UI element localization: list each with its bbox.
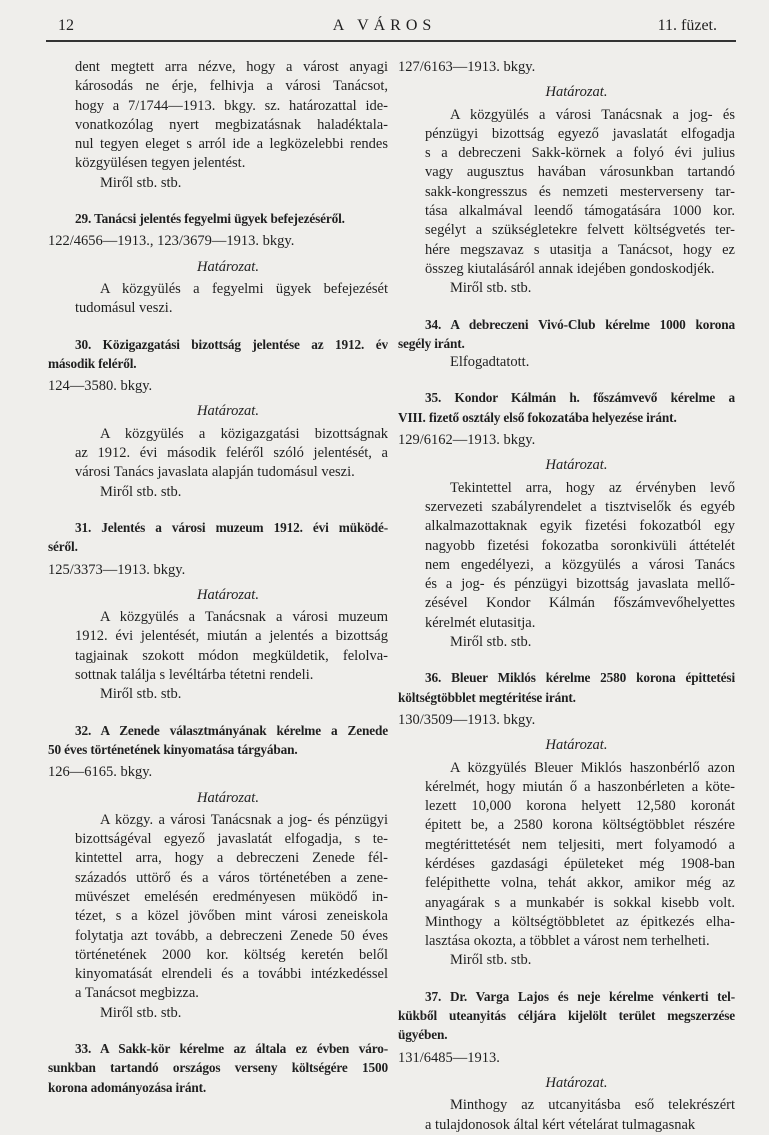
closing-formula	[75, 483, 388, 502]
item-heading	[48, 209, 388, 228]
text-line: Minthogy a költségtöbbletet az épitkezés elha-	[425, 913, 735, 930]
running-title: A VÁROS	[332, 17, 437, 34]
resolution-label	[398, 736, 735, 755]
text-line: Miről stb. stb.	[450, 952, 532, 969]
text-line: nul tegyen eleget s arról ide a legközelebbi rendes	[75, 136, 388, 153]
resolution-text	[425, 759, 735, 952]
item-heading	[48, 1039, 388, 1097]
text-line: hére megszavaz s utasitja a Tanácsot, hogy ez	[425, 241, 735, 258]
text-line: Miről stb. stb.	[100, 686, 182, 703]
closing-formula	[75, 685, 388, 704]
text-line: kérelmét elutasitja.	[425, 614, 536, 631]
item-heading	[48, 721, 388, 760]
text-line: a Tanácsot megbizza.	[75, 985, 199, 1002]
text-line: A közgyülés a városi Tanácsnak a jog- és	[450, 106, 735, 123]
right-column	[398, 58, 735, 1135]
text-line: Minthogy az utcanyitásba eső telekrészért	[450, 1097, 735, 1114]
text-line: A közgy. a városi Tanácsnak a jog- és pénzügyi	[100, 811, 388, 828]
text-line: kérelmét, hogy miután ő a haszonbérleten a köte-	[425, 778, 735, 795]
text-line: 37. Dr. Varga Lajos és neje kérelme vénkerti tel-	[425, 988, 735, 1004]
text-line: kérdéses gazdasági épületeket még 1908-ban	[425, 855, 735, 872]
text-line: városi Tanács javaslata alapján tudomásul veszi.	[75, 464, 355, 481]
text-line: 36. Bleuer Miklós kérelme 2580 korona épittetési	[425, 670, 735, 686]
text-line: 33. A Sakk-kör kérelme az általa ez évben váro-	[75, 1041, 388, 1057]
resolution-label	[48, 402, 388, 421]
text-line: 1912. évi jelentését, miután a jelentés a bizottság	[75, 628, 388, 645]
item-heading	[48, 518, 388, 557]
item-heading	[398, 668, 735, 707]
text-line: sakk-kongresszus és nemzeti mesterverseny tar-	[425, 183, 735, 200]
reference-number	[398, 431, 735, 450]
text-line: Miről stb. stb.	[100, 174, 182, 191]
text-line: VIII. fizető osztály első fokozatába helyezése iránt.	[398, 409, 677, 425]
text-line: Határozat.	[197, 403, 259, 420]
text-line: Tekintettel arra, hogy az érvényben levő	[450, 479, 735, 496]
resolution-text	[75, 811, 388, 1004]
text-line: károsodás ne érje, felhivja a városi Tanácsot,	[75, 78, 388, 95]
text-line: korona adományozása iránt.	[48, 1079, 207, 1095]
text-line: 34. A debreczeni Vivó-Club kérelme 1000 korona	[425, 316, 735, 332]
text-line: 127/6163—1913. bkgy.	[398, 59, 536, 75]
text-line: 29. Tanácsi jelentés fegyelmi ügyek befejezéséről.	[75, 211, 345, 227]
text-line: A közgyülés Bleuer Miklós haszonbérlő azon	[450, 759, 735, 776]
paragraph-continuation	[75, 58, 388, 174]
text-line: 124—3580. bkgy.	[48, 378, 153, 395]
text-line: 131/6485—1913.	[398, 1049, 500, 1066]
text-line: tézet, s a közel jövőben mint városi zeneiskola	[75, 908, 388, 925]
text-line: Határozat.	[197, 789, 259, 806]
item-heading	[398, 987, 735, 1045]
text-line: századós uttörő és a város történetében a zene-	[75, 869, 388, 886]
text-line: A közgyülés a közigazgatási bizottságnak	[100, 425, 388, 442]
text-line: séről.	[48, 539, 78, 555]
text-line: sunkban tartandó országos verseny költségére 1500	[48, 1060, 388, 1076]
text-line: sottnak találja s levéltárba tétetni rendeli.	[75, 667, 314, 684]
text-line: Határozat.	[545, 737, 608, 754]
closing-formula	[425, 633, 735, 652]
closing-formula	[425, 279, 735, 298]
text-line: második feléről.	[48, 355, 137, 371]
text-line: Miről stb. stb.	[100, 1004, 182, 1021]
resolution-label	[48, 586, 388, 605]
text-line: Határozat.	[197, 586, 259, 603]
text-line: összeg kiutalásáról annak idejében gondoskodjék.	[425, 260, 715, 277]
resolution-label	[48, 258, 388, 277]
text-line: nagyobb fizetési fokozatba soronkivüli áttételét	[425, 537, 735, 554]
text-line: nem engedélyezi, a közgyülés a városi Tanács	[425, 556, 735, 573]
text-line: szervezeti szabályrendelet a tisztviselők és egyéb	[425, 498, 735, 515]
text-line: Határozat.	[545, 84, 608, 101]
text-line: lezett 10,000 korona helyett 12,580 koronát	[425, 798, 735, 815]
text-line: segélyt a szükségletekre felvett költségvetés ter-	[425, 222, 735, 239]
text-line: tudomásul veszi.	[75, 300, 173, 317]
resolution-label	[48, 789, 388, 808]
text-line: épitett be, a 2580 korona költségtöbblet részére	[425, 817, 735, 834]
reference-number	[398, 711, 735, 730]
text-line: 122/4656—1913., 123/3679—1913. bkgy.	[48, 233, 295, 250]
text-line: Határozat.	[545, 1074, 608, 1091]
text-line: Miről stb. stb.	[450, 280, 532, 297]
closing-formula	[75, 1004, 388, 1023]
closing-formula	[75, 174, 388, 193]
reference-number	[398, 1049, 735, 1068]
text-line: Miről stb. stb.	[450, 634, 532, 651]
text-line: történetének 2000 kor. költség keretén belől	[75, 946, 388, 963]
reference-number	[48, 232, 388, 251]
text-line: segély iránt.	[398, 335, 465, 351]
item-heading	[398, 388, 735, 427]
text-line: 50 éves történetének kinyomatása tárgyában.	[48, 741, 298, 757]
resolution-label	[398, 83, 735, 102]
text-line: 31. Jelentés a városi muzeum 1912. évi müködé-	[75, 519, 388, 535]
text-line: 35. Kondor Kálmán h. főszámvevő kérelme a	[425, 390, 735, 406]
resolution-text	[75, 608, 388, 685]
text-line: Elfogadtatott.	[450, 354, 530, 371]
text-line: a tulajdonosok által kért vételárat tulmagasnak	[425, 1116, 696, 1133]
text-line: ügyében.	[398, 1027, 448, 1043]
text-line: hogy a 7/1744—1913. bkgy. sz. határozattal ide-	[75, 97, 388, 114]
text-line: 126—6165. bkgy.	[48, 764, 153, 781]
text-line: 30. Közigazgatási bizottság jelentése az 1912. év	[75, 336, 388, 352]
text-line: 129/6162—1913. bkgy.	[398, 432, 536, 449]
text-line: kinyomatását elrendeli és a további intézkedéssel	[75, 966, 388, 983]
text-line: anyagárak s a munkabér is sokkal kisebb volt.	[425, 894, 735, 911]
page-number: 12	[58, 17, 74, 34]
closing-formula	[425, 951, 735, 970]
text-line: az 1912. évi második feléről szóló jelentését, a	[75, 445, 388, 462]
reference-number	[48, 763, 388, 782]
resolution-text	[425, 1096, 735, 1135]
text-line: vonatkozólag nyert megbizatásnak haladéktala-	[75, 116, 388, 133]
text-line: A közgyülés a Tanácsnak a városi muzeum	[100, 609, 388, 626]
text-line: 130/3509—1913. bkgy.	[398, 711, 536, 728]
text-line: Határozat.	[197, 258, 259, 275]
text-line: és a jog- és pénzügyi bizottság javaslata mellő-	[425, 576, 735, 593]
text-line: 32. A Zenede választmányának kérelme a Zenede	[75, 722, 388, 738]
text-line: A közgyülés a fegyelmi ügyek befejezését	[100, 280, 388, 297]
issue-number: 11. füzet.	[657, 17, 717, 34]
text-line: vagy augusztus havában városunkban tartandó	[425, 164, 735, 181]
text-line: Határozat.	[545, 457, 608, 474]
text-line: költségtöbblet megtéritése iránt.	[398, 689, 576, 705]
text-line: tagjainak szokott módon megküldetik, felolva-	[75, 647, 388, 664]
resolution-text	[425, 479, 735, 633]
text-line: 125/3373—1913. bkgy.	[48, 561, 186, 578]
item-heading	[398, 315, 735, 354]
resolution-text	[75, 425, 388, 483]
left-column	[48, 58, 388, 1097]
text-line: s a debreczeni Sakk-körnek a folyó évi julius	[425, 145, 735, 162]
resolution-label	[398, 1074, 735, 1093]
text-line: felépithette volna, tehát akkor, amikor még az	[425, 875, 735, 892]
text-line: alkalmazottaknak egyik fizetési fokozatból egy	[425, 518, 735, 535]
text-line: kintettel arra, hogy a debreczeni Zenede fél-	[75, 850, 388, 867]
text-line: müvészet emelésén eredményesen müködő in-	[75, 888, 388, 905]
resolution-text	[75, 280, 388, 319]
text-line: tása alkalmával leendő támogatására 1000 kor.	[425, 203, 735, 220]
reference-number	[48, 377, 388, 396]
text-line: bizottságéval egyező javaslatát elfogadja, s te-	[75, 831, 388, 848]
text-line: lasztása okozta, a többlet a várost nem terhelheti.	[425, 933, 710, 950]
header-rule	[46, 40, 736, 42]
item-heading	[48, 335, 388, 374]
closing-formula	[425, 353, 735, 372]
reference-number	[398, 58, 735, 77]
text-line: kükből uteanyitás céljára kijelölt terület megszerzése	[398, 1008, 735, 1024]
resolution-text	[425, 106, 735, 280]
text-line: zésével Kondor Kálmán főszámvevőhelyettes	[425, 595, 735, 612]
text-line: folytatja azt tovább, a debreczeni Zenede 50 éves	[75, 927, 388, 944]
text-line: Miről stb. stb.	[100, 483, 182, 500]
text-line: közgyülésen tegyen jelentést.	[75, 155, 246, 172]
text-line: megtérittetését nem teljesiti, mert folyamodó a	[425, 836, 735, 853]
text-line: dent megtett arra nézve, hogy a várost anyagi	[75, 59, 388, 75]
reference-number	[48, 561, 388, 580]
text-line: pénzügyi bizottság egyező javaslatát elfogadja	[425, 125, 735, 142]
resolution-label	[398, 456, 735, 475]
